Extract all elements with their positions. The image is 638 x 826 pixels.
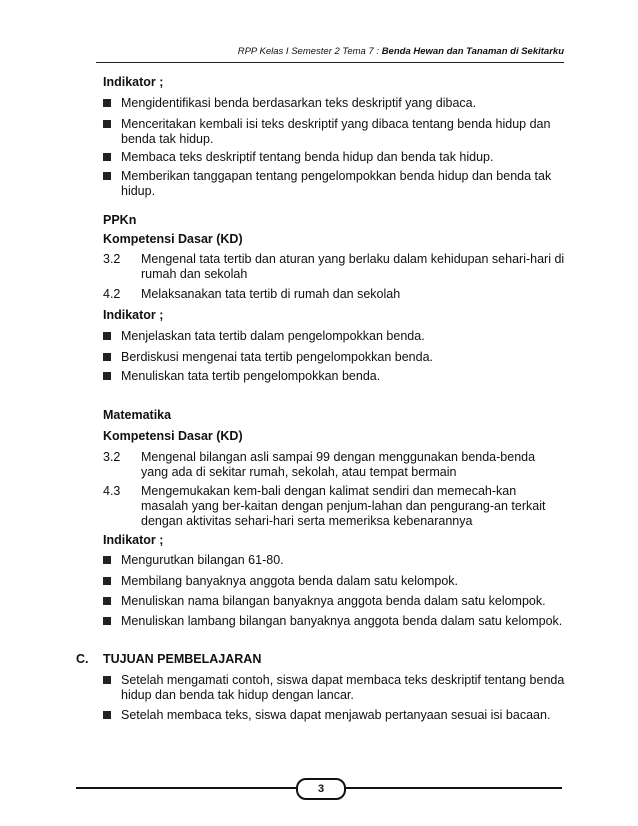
list-item: Menuliskan nama bilangan banyaknya anggota benda dalam satu kelompok.	[103, 594, 565, 609]
header-prefix: RPP Kelas I Semester 2 Tema 7 :	[237, 46, 382, 57]
list-item: Membaca teks deskriptif tentang benda hidup dan benda tak hidup.	[103, 150, 565, 165]
kd-item: 4.2 Melaksanakan tata tertib di rumah dan sekolah	[103, 287, 401, 301]
section-title: TUJUAN PEMBELAJARAN	[103, 652, 262, 666]
indikator-heading: Indikator ;	[103, 75, 164, 89]
kd-heading: Kompetensi Dasar (KD)	[103, 232, 243, 246]
list-item: Mengidentifikasi benda berdasarkan teks deskriptif yang dibaca.	[103, 96, 565, 111]
square-bullet-icon	[103, 120, 111, 128]
square-bullet-icon	[103, 676, 111, 684]
page-header	[96, 46, 564, 58]
section-letter: C.	[76, 652, 89, 666]
square-bullet-icon	[103, 332, 111, 340]
page-number: 3	[296, 778, 346, 800]
square-bullet-icon	[103, 353, 111, 361]
kd-item: 4.3 Mengemukakan kem-bali dengan kalimat sendiri dan memecah-kan masalah yang ber-kaitan dengan penjum-lahan dan pengurang-an terkait dengan aktivitas sehari-hari serta memeriksa kebenarannya	[103, 484, 546, 528]
list-item: Berdiskusi mengenai tata tertib pengelompokkan benda.	[103, 350, 565, 365]
indikator-heading: Indikator ;	[103, 533, 164, 547]
subject-heading-ppkn: PPKn	[103, 213, 137, 227]
square-bullet-icon	[103, 711, 111, 719]
indikator-heading: Indikator ;	[103, 308, 164, 322]
kd-item: 3.2 Mengenal bilangan asli sampai 99 dengan menggunakan benda-benda yang ada di sekitar rumah, sekolah, atau tempat bermain	[103, 450, 536, 479]
list-item: Setelah mengamati contoh, siswa dapat membaca teks deskriptif tentang benda hidup dan benda tak hidup dengan lancar.	[103, 673, 565, 703]
square-bullet-icon	[103, 372, 111, 380]
list-item: Menjelaskan tata tertib dalam pengelompokkan benda.	[103, 329, 565, 344]
list-item: Memberikan tanggapan tentang pengelompokkan benda hidup dan benda tak hidup.	[103, 169, 565, 199]
square-bullet-icon	[103, 597, 111, 605]
list-item: Menuliskan tata tertib pengelompokkan benda.	[103, 369, 565, 384]
subject-heading-matematika: Matematika	[103, 408, 172, 422]
square-bullet-icon	[103, 577, 111, 585]
list-item: Mengurutkan bilangan 61-80.	[103, 553, 565, 568]
kd-item: 3.2 Mengenal tata tertib dan aturan yang berlaku dalam kehidupan sehari-hari di rumah dan sekolah	[103, 252, 565, 281]
square-bullet-icon	[103, 153, 111, 161]
square-bullet-icon	[103, 556, 111, 564]
list-item: Menuliskan lambang bilangan banyaknya anggota benda dalam satu kelompok.	[103, 614, 565, 629]
kd-heading: Kompetensi Dasar (KD)	[103, 429, 243, 443]
square-bullet-icon	[103, 617, 111, 625]
list-item: Setelah membaca teks, siswa dapat menjawab pertanyaan sesuai isi bacaan.	[103, 708, 565, 723]
list-item: Menceritakan kembali isi teks deskriptif yang dibaca tentang benda hidup dan benda tak hidup.	[103, 117, 565, 147]
header-rule	[96, 62, 564, 63]
list-item: Membilang banyaknya anggota benda dalam satu kelompok.	[103, 574, 565, 589]
header-theme: Benda Hewan dan Tanaman di Sekitarku	[381, 46, 564, 57]
square-bullet-icon	[103, 172, 111, 180]
square-bullet-icon	[103, 99, 111, 107]
